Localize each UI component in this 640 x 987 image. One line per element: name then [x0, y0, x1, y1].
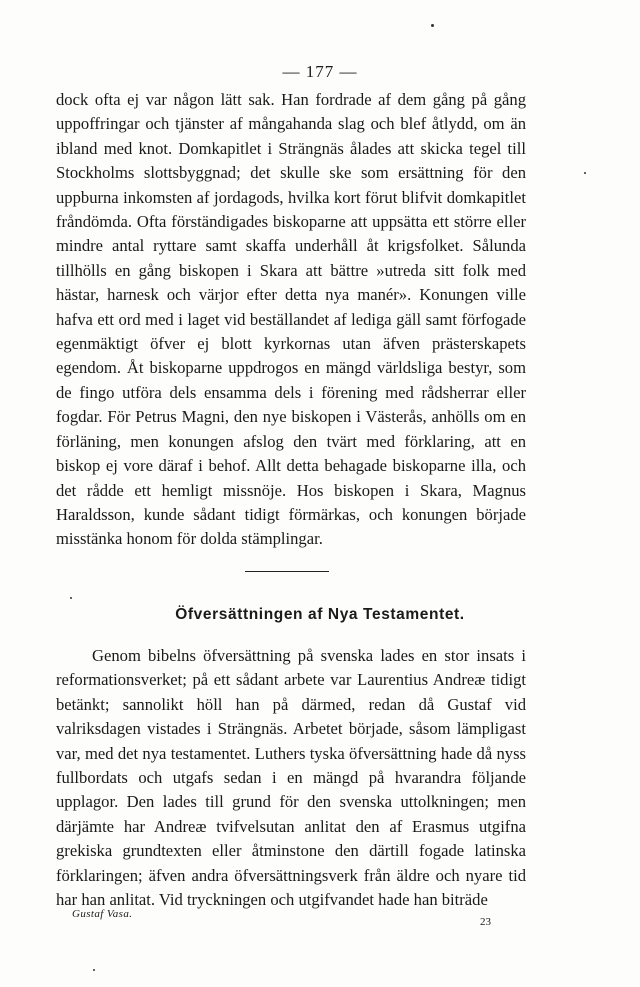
paragraph: dock ofta ej var någon lätt sak. Han fordrade af dem gång på gång uppoffringar och tjänster af mångahanda slag och blef åtlydd, om än ibland med knot. Domkapitlet i Strängnäs ålades att skicka tegel till Stockholms slottsbyggnad; det skulle ske som ersättning för den uppburna inkomsten af jordagods, hvilka kort förut blifvit domkapitlet fråndömda. Ofta förständigades biskoparne att uppsätta ett större eller mindre antal ryttare samt skaffa underhåll åt krigsfolket. Sålunda tillhölls en gång biskopen i Skara att bättre »utreda sitt folk med hästar, harnesk och värjor efter detta nya manér». Konungen ville hafva ett ord med i laget vid beställandet af lediga gäll samt förfogade egenmäktigt öfver ej blott kyrkornas utan äfven prästerskapets egendom. Åt biskoparne uppdrogos en mängd världsliga bestyr, som de fingo utföra dels ensamma dels i förening med rådsherrar eller fogdar. För Petrus Magni, den nye biskopen i Västerås, anhölls om en förläning, men konungen afslog den tvärt med förklaring, att en biskop ej vore däraf i behof. Allt detta behagade biskoparne illa, och det rådde ett hemligt missnöje. Hos biskopen i Skara, Magnus Haraldsson, kunde sådant tidigt förmärkas, och konungen började misstänka honom för dolda stämplingar.: [56, 90, 526, 549]
section-heading: Öfversättningen af Nya Testamentet.: [175, 606, 465, 623]
paper-speck: [93, 969, 95, 971]
printer-signature: Gustaf Vasa.: [72, 908, 133, 920]
paragraph: Genom bibelns öfversättning på svenska lades en stor insats i reformationsverket; på ett sådant arbete var Laurentius Andreæ tidigt betänkt; sannolikt höll han på därmed, redan då Gustaf vid valriksdagen vistades i Strängnäs. Arbetet började, såsom lämpligast var, med det nya testamentet. Luthers tyska öfversättning hade då nyss fullbordats och utgafs sedan i en mängd på hvarandra följande upplagor. Den lades till grund för den svenska uttolkningen; men därjämte har Andreæ tvifvelsutan anlitat den af Erasmus utgifna grekiska grundtexten eller åtminstone den därtill fogade latinska förklaringen; äfven andra öfversättningsverk från äldre och nyare tid har han anlitat. Vid tryckningen och utgifvandet hade han biträde: [56, 646, 526, 910]
section-text-block: [56, 644, 526, 912]
page-number: — 177 —: [282, 62, 358, 81]
body-text-block: [56, 88, 526, 552]
paper-speck: [70, 597, 72, 599]
sheet-number: 23: [480, 916, 491, 928]
paper-speck: [584, 172, 586, 174]
paper-speck: [431, 24, 434, 27]
section-divider: [245, 571, 329, 572]
